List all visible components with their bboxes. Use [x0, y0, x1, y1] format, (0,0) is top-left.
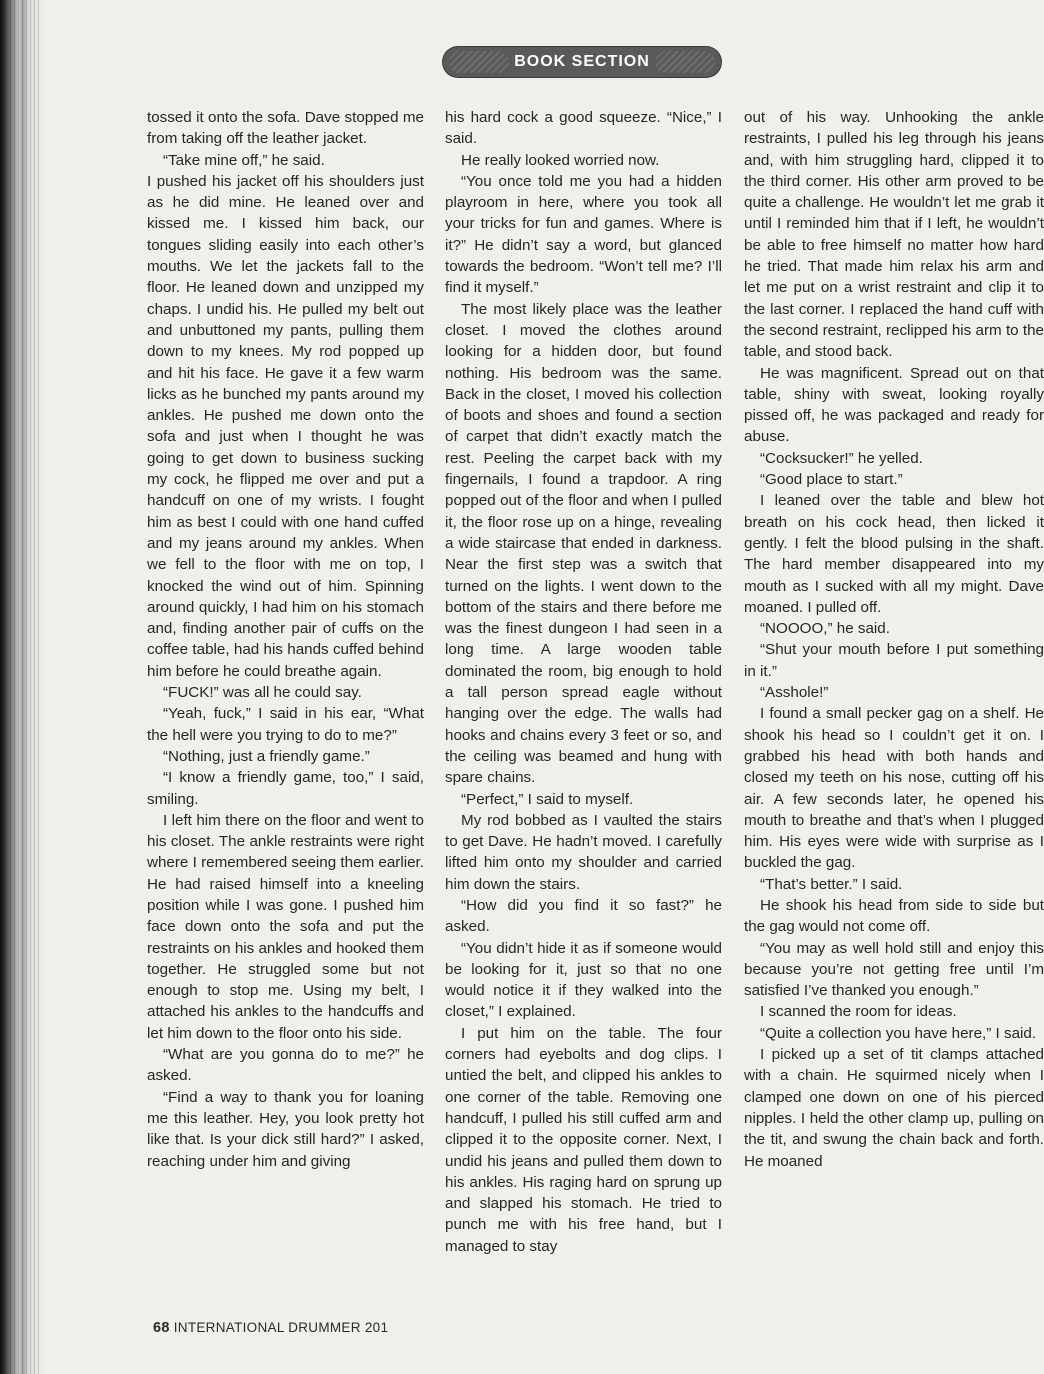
paragraph: My rod bobbed as I vaulted the stairs to get Dave. He hadn’t moved. I carefully lifted him onto my shoulder and carried him down the stairs.	[445, 811, 722, 893]
paragraph: “Good place to start.”	[760, 471, 903, 489]
paragraph: “FUCK!” was all he could say.	[163, 684, 362, 702]
paragraph: I picked up a set of tit clamps attached with a chain. He squirmed nicely when I clamped one down on one of his pierced nipples. I held the other clamp up, pulling on the tit, and swung the chain back and forth. He moaned	[744, 1046, 1044, 1170]
paragraph: “You may as well hold still and enjoy this because you’re not getting free until I’m satisfied I’ve thanked you enough.”	[744, 939, 1044, 1000]
page-footer	[153, 1320, 388, 1336]
paragraph: “Quite a collection you have here,” I said.	[760, 1024, 1037, 1042]
paragraph: “Yeah, fuck,” I said in his ear, “What the hell were you trying to do to me?”	[147, 705, 424, 744]
paragraph: I scanned the room for ideas.	[760, 1003, 957, 1021]
paragraph: The most likely place was the leather closet. I moved the clothes around looking for a hidden door, but found nothing. His bedroom was the same. Back in the closet, I moved his collection of boots and shoes and found a section of carpet that didn’t exactly match the rest. Peeling the carpet back with my fingernails, I found a trapdoor. A ring popped out of the floor and when I pulled it, the floor rose up on a hinge, revealing a wide staircase that ended in darkness. Near the first step was a switch that turned on the lights. I went down to the bottom of the stairs and there before me was the finest dungeon I had seen in a long time. A large wooden table dominated the room, big enough to hold a tall person spread eagle without hanging over the edge. The walls had hooks and chains every 3 feet or so, and the ceiling was beamed and hung with spare chains.	[445, 300, 722, 787]
paragraph: his hard cock a good squeeze. “Nice,” I said.	[445, 109, 722, 148]
publication-name: INTERNATIONAL DRUMMER 201	[173, 1320, 389, 1335]
paragraph: “You once told me you had a hidden playroom in here, where you took all your tricks for fun and games. Where is it?” He didn’t say a word, but glanced towards the bedroom. “Won’t tell me? I’ll find it myself.”	[445, 172, 722, 297]
paragraph: He really looked worried now.	[461, 151, 660, 169]
paragraph: “Cocksucker!” he yelled.	[760, 449, 923, 467]
paragraph: “Find a way to thank you for loaning me this leather. Hey, you look pretty hot like that. Is your dick still hard?” I asked, reaching under him and giving	[147, 1088, 424, 1170]
paragraph: He shook his head from side to side but the gag would not come off.	[744, 896, 1044, 936]
paragraph: out of his way. Unhooking the ankle restraints, I pulled his leg through his jeans and, with him struggling hard, clipped it to the third corner. His other arm proved to be quite a challenge. He wouldn’t let me grab it until I reminded him that if I left, he wouldn’t be able to free himself no matter how hard he tried. That made him relax his arm and let me put on a wrist restraint and clip it to the last corner. I replaced the hand cuff with the second restraint, reclipped his arm to the table, and stood back.	[744, 109, 1044, 361]
paragraph: “Take mine off,” he said.	[163, 151, 325, 169]
paragraph: “NOOOO,” he said.	[760, 620, 890, 638]
paragraph: He was magnificent. Spread out on that table, shiny with sweat, looking royally pissed off, he was packaged and ready for abuse.	[744, 364, 1044, 446]
page-number: 68	[153, 1320, 170, 1336]
paragraph: I put him on the table. The four corners had eyebolts and dog clips. I untied the belt, and clipped his ankles to one corner of the table. Removing one handcuff, I pulled his still cuffed arm and clipped it to the opposite corner. Next, I undid his jeans and pulled them down to his ankles. His raging hard on sprung up and slapped his stomach. He tried to punch me with his free hand, but I managed to stay	[445, 1024, 722, 1255]
paragraph: “I know a friendly game, too,” I said, smiling.	[147, 769, 424, 808]
paragraph: “That’s better.” I said.	[760, 875, 903, 893]
text-column-3	[744, 107, 1044, 1172]
paragraph: “What are you gonna do to me?” he asked.	[147, 1046, 424, 1085]
paragraph: “Nothing, just a friendly game.”	[163, 747, 370, 765]
paragraph: I found a small pecker gag on a shelf. He shook his head so I couldn’t get it on. I grabbed his head with both hands and closed my teeth on his nose, cutting off his air. A few seconds later, he opened his mouth to breathe and that’s when I plugged him. His eyes were wide with surprise as I buckled the gag.	[744, 705, 1044, 872]
paragraph: “Perfect,” I said to myself.	[461, 790, 634, 808]
paragraph: I pushed his jacket off his shoulders just as he did mine. He leaned over and kissed me. I kissed him back, our tongues sliding easily into each other’s mouths. We let the jackets fall to the floor. He leaned down and unzipped my chaps. I undid his. He pulled my belt out and unbuttoned my pants, pulling them down to my knees. My rod popped up and hit his face. He gave it a few warm licks as he bunched my pants around my ankles. He pushed me down onto the sofa and just when I thought he was going to get down to business sucking my cock, he flipped me over and put a handcuff on one of my wrists. I fought him as best I could with one hand cuffed and my jeans around my ankles. When we fell to the floor with me on top, I knocked the wind out of him. Spinning around quickly, I had him on his stomach and, finding another pair of cuffs on the coffee table, had his hands cuffed behind him before he could breathe again.	[147, 172, 424, 680]
paragraph: “Asshole!”	[760, 684, 829, 702]
paragraph: I left him there on the floor and went to his closet. The ankle restraints were right where I remembered seeing them earlier. He had raised himself into a kneeling position while I was gone. I pushed him face down onto the sofa and put the restraints on his ankles and hooked them together. He struggled some but not enough to stop me. Using my belt, I attached his ankles to the handcuffs and let him down to the floor onto his side.	[147, 811, 424, 1042]
paragraph: “Shut your mouth before I put something in it.”	[744, 641, 1044, 680]
paragraph: “You didn’t hide it as if someone would be looking for it, just so that no one would notice it if they walked into the closet,” I explained.	[445, 939, 722, 1021]
paragraph: tossed it onto the sofa. Dave stopped me from taking off the leather jacket.	[147, 109, 424, 148]
paragraph: “How did you find it so fast?” he asked.	[445, 896, 722, 936]
paragraph: I leaned over the table and blew hot breath on his cock head, then licked it gently. I felt the blood pulsing in the shaft. The hard member disappeared into my mouth as I sucked with all my might. Dave moaned. I pulled off.	[744, 492, 1044, 616]
section-title: BOOK SECTION	[514, 53, 650, 70]
